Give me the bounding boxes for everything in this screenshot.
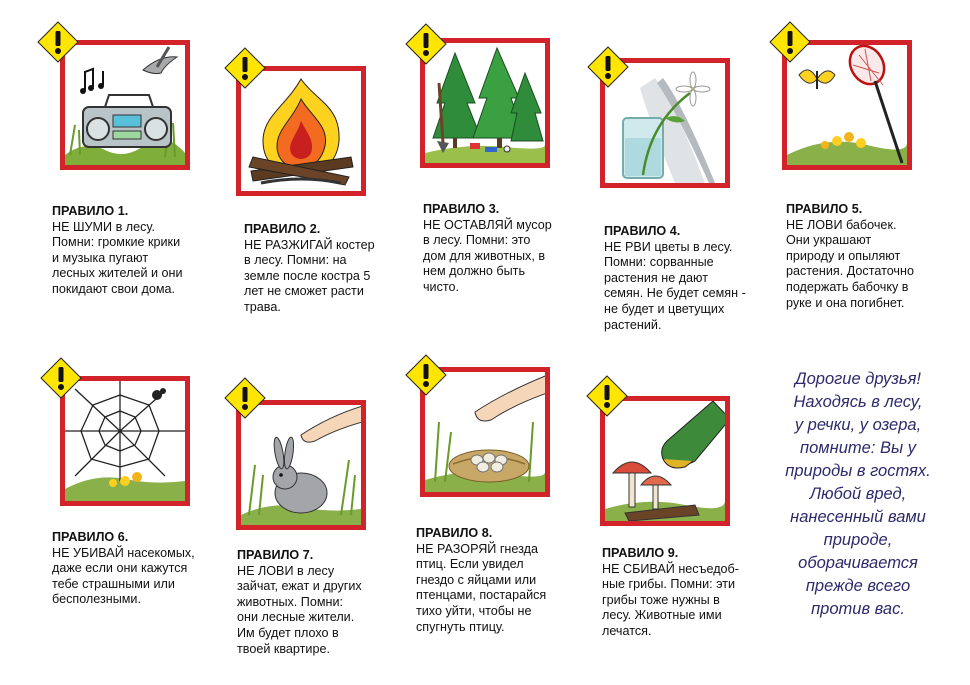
rule-title: ПРАВИЛО 5. <box>786 202 863 216</box>
rule-7-illustration <box>236 400 366 530</box>
rule-line: лет не сможет расти <box>244 284 364 299</box>
rule-title: ПРАВИЛО 6. <box>52 530 129 544</box>
rule-line: бесполезными. <box>52 592 141 607</box>
rule-line: зайчат, ежат и других <box>237 579 362 594</box>
butterfly-net-icon <box>787 45 907 165</box>
rule-line: семян. Не будет семян - <box>604 286 746 301</box>
rule-line: лечатся. <box>602 623 652 638</box>
rule-line: спугнуть птицу. <box>416 619 505 634</box>
warning-icon <box>586 375 628 417</box>
rule-line: Помни: громкие крики <box>52 235 181 250</box>
rule-line: покидают свои дома. <box>52 281 176 296</box>
rule-line: НЕ СБИВАЙ несъедоб- <box>602 561 739 576</box>
rule-title: ПРАВИЛО 4. <box>604 224 681 238</box>
rule-title: ПРАВИЛО 7. <box>237 548 314 562</box>
closing-line: природы в гостях. <box>785 462 931 480</box>
rule-4-text <box>604 224 774 333</box>
closing-message <box>768 368 948 621</box>
rule-line: лесных жителей и они <box>52 266 183 281</box>
rule-line: подержать бабочку в <box>786 279 909 294</box>
rule-line: птиц. Если увидел <box>416 557 524 572</box>
warning-icon <box>224 47 266 89</box>
rule-line: тебе страшными или <box>52 576 175 591</box>
rule-line: они лесные жители. <box>237 610 355 625</box>
rule-title: ПРАВИЛО 2. <box>244 222 321 236</box>
rule-line: трава. <box>244 299 281 314</box>
rule-line: НЕ ЛОВИ бабочек. <box>786 217 897 232</box>
campfire-icon <box>241 71 361 191</box>
rule-line: растения не дают <box>604 270 708 285</box>
rule-line: НЕ РАЗЖИГАЙ костер <box>244 237 375 252</box>
rule-1-illustration <box>60 40 190 170</box>
warning-icon <box>224 377 266 419</box>
rule-6-text <box>52 530 232 608</box>
hare-hand-icon <box>241 405 361 525</box>
rule-line: НЕ РАЗОРЯЙ гнезда <box>416 541 538 556</box>
rule-line: птенцами, постарайся <box>416 588 547 603</box>
rule-title: ПРАВИЛО 1. <box>52 204 129 218</box>
radio-bird-icon <box>65 45 185 165</box>
closing-line: природе, <box>823 531 893 549</box>
closing-line: Дорогие друзья! <box>795 370 921 388</box>
rule-line: дом для животных, в <box>423 248 546 263</box>
rule-line: Помни: сорванные <box>604 255 714 270</box>
rule-8-text <box>416 526 586 635</box>
rule-line: лесу. Животные ими <box>602 608 722 623</box>
rule-line: ные грибы. Помни: эти <box>602 577 736 592</box>
rule-line: и музыка пугают <box>52 250 149 265</box>
closing-line: у речки, у озера, <box>794 416 922 434</box>
closing-line: оборачивается <box>798 554 918 572</box>
rule-line: НЕ ЛОВИ в лесу <box>237 563 335 578</box>
rule-1-text <box>52 204 222 298</box>
warning-icon <box>37 21 79 63</box>
rule-line: руке и она погибнет. <box>786 295 905 310</box>
closing-line: помните: Вы у <box>800 439 916 457</box>
rule-line: Они украшают <box>786 233 872 248</box>
closing-line: нанесенный вами <box>790 508 926 526</box>
rule-line: не будет и цветущих <box>604 301 725 316</box>
warning-icon <box>405 354 447 396</box>
rule-line: твоей квартире. <box>237 641 330 656</box>
rule-line: животных. Помни: <box>237 594 344 609</box>
rule-3-text <box>423 202 593 296</box>
rule-line: в лесу. Помни: на <box>244 253 347 268</box>
rule-line: НЕ ШУМИ в лесу. <box>52 219 155 234</box>
rule-title: ПРАВИЛО 9. <box>602 546 679 560</box>
mushroom-boot-icon <box>605 401 725 521</box>
rule-title: ПРАВИЛО 8. <box>416 526 493 540</box>
rule-line: растения. Достаточно <box>786 264 914 279</box>
warning-icon <box>587 46 629 88</box>
warning-icon <box>405 23 447 65</box>
rule-line: в лесу. Помни: это <box>423 233 531 248</box>
rule-line: растений. <box>604 317 662 332</box>
closing-line: прежде всего <box>805 577 911 595</box>
closing-line: против вас. <box>811 600 905 618</box>
rule-line: тихо уйти, чтобы не <box>416 603 532 618</box>
rule-line: гнездо с яйцами или <box>416 572 537 587</box>
rule-line: грибы тоже нужны в <box>602 592 720 607</box>
rule-title: ПРАВИЛО 3. <box>423 202 500 216</box>
closing-line: Находясь в лесу, <box>793 393 923 411</box>
rule-line: НЕ УБИВАЙ насекомых, <box>52 545 195 560</box>
rule-5-text <box>786 202 956 311</box>
rule-line: природу и опыляют <box>786 248 901 263</box>
warning-icon <box>769 21 811 63</box>
rule-line: нем должно быть <box>423 264 526 279</box>
rule-line: НЕ РВИ цветы в лесу. <box>604 239 733 254</box>
rule-2-text <box>244 222 414 316</box>
rule-7-text <box>237 548 407 657</box>
rule-9-text <box>602 546 772 640</box>
spider-web-icon <box>65 381 185 501</box>
rule-line: Им будет плохо в <box>237 625 339 640</box>
rule-line: НЕ ОСТАВЛЯЙ мусор <box>423 217 552 232</box>
warning-icon <box>40 357 82 399</box>
rule-line: земле после костра 5 <box>244 268 371 283</box>
rule-line: чисто. <box>423 279 460 294</box>
closing-line: Любой вред, <box>809 485 907 503</box>
rule-line: даже если они кажутся <box>52 561 188 576</box>
